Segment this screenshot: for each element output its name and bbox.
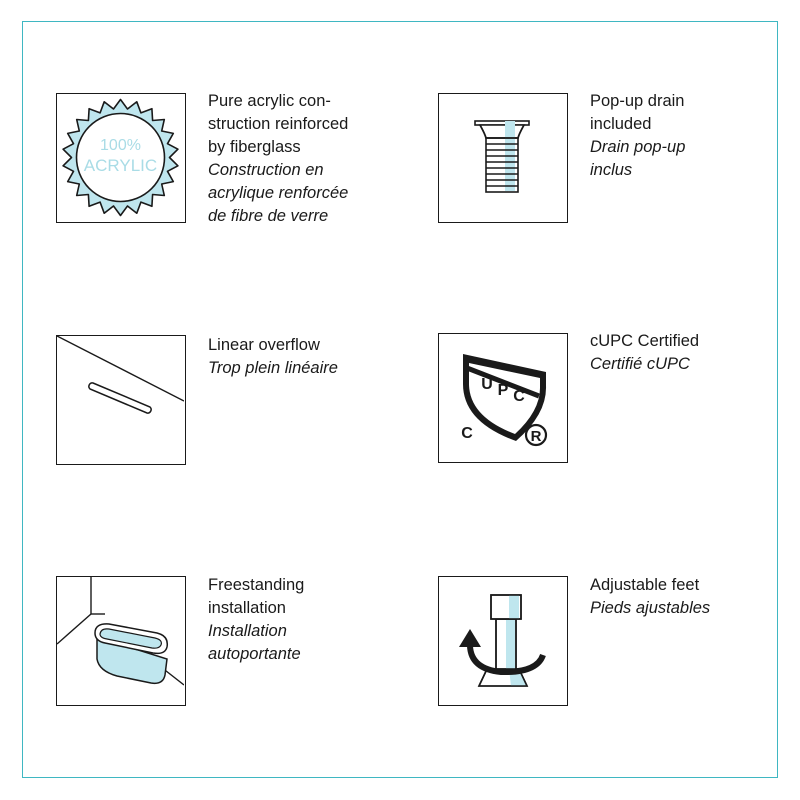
cupc-letter-c: C	[513, 388, 525, 405]
feature-acrylic-en-1: Pure acrylic con-	[208, 92, 331, 110]
feature-freestanding-fr-2: autoportante	[208, 645, 301, 663]
drain-icon	[438, 93, 568, 223]
feature-acrylic-en-3: by fiberglass	[208, 138, 301, 156]
adjustable-foot-icon	[438, 576, 568, 706]
feature-acrylic-text	[208, 90, 388, 228]
feature-feet-fr-1: Pieds ajustables	[590, 599, 711, 617]
feature-drain-text	[590, 90, 770, 182]
feature-overflow-en-1: Linear overflow	[208, 336, 320, 354]
cupc-registered-mark: R	[530, 428, 542, 445]
badge-acrylic-text: ACRYLIC	[83, 156, 158, 175]
feature-freestanding-text	[208, 574, 388, 666]
feature-overflow-text	[208, 334, 388, 380]
feature-acrylic-fr-3: de fibre de verre	[208, 207, 329, 225]
freestanding-tub-icon	[56, 576, 186, 706]
feature-freestanding-en-1: Freestanding	[208, 576, 305, 594]
feature-drain-fr-1: Drain pop-up	[590, 138, 686, 156]
cupc-letter-u: U	[481, 376, 493, 393]
feature-freestanding-fr-1: Installation	[208, 622, 287, 640]
cupc-shield-icon	[438, 333, 568, 463]
overflow-icon	[56, 335, 186, 465]
feature-feet-en-1: Adjustable feet	[590, 576, 700, 594]
feature-feet-text	[590, 574, 770, 620]
feature-drain-fr-2: inclus	[590, 161, 633, 179]
cupc-small-c: C	[461, 425, 473, 442]
feature-acrylic-en-2: struction reinforced	[208, 115, 349, 133]
badge-percent-text: 100%	[100, 137, 141, 154]
feature-overflow-fr-1: Trop plein linéaire	[208, 359, 338, 377]
feature-cupc-text	[590, 330, 770, 376]
acrylic-badge-icon	[56, 93, 186, 223]
feature-freestanding-en-2: installation	[208, 599, 286, 617]
cupc-letter-p: P	[497, 382, 509, 399]
feature-acrylic-fr-1: Construction en	[208, 161, 324, 179]
feature-acrylic-fr-2: acrylique renforcée	[208, 184, 349, 202]
feature-drain-en-1: Pop-up drain	[590, 92, 685, 110]
feature-cupc-en-1: cUPC Certified	[590, 332, 700, 350]
feature-cupc-fr-1: Certifié cUPC	[590, 355, 690, 373]
feature-drain-en-2: included	[590, 115, 652, 133]
